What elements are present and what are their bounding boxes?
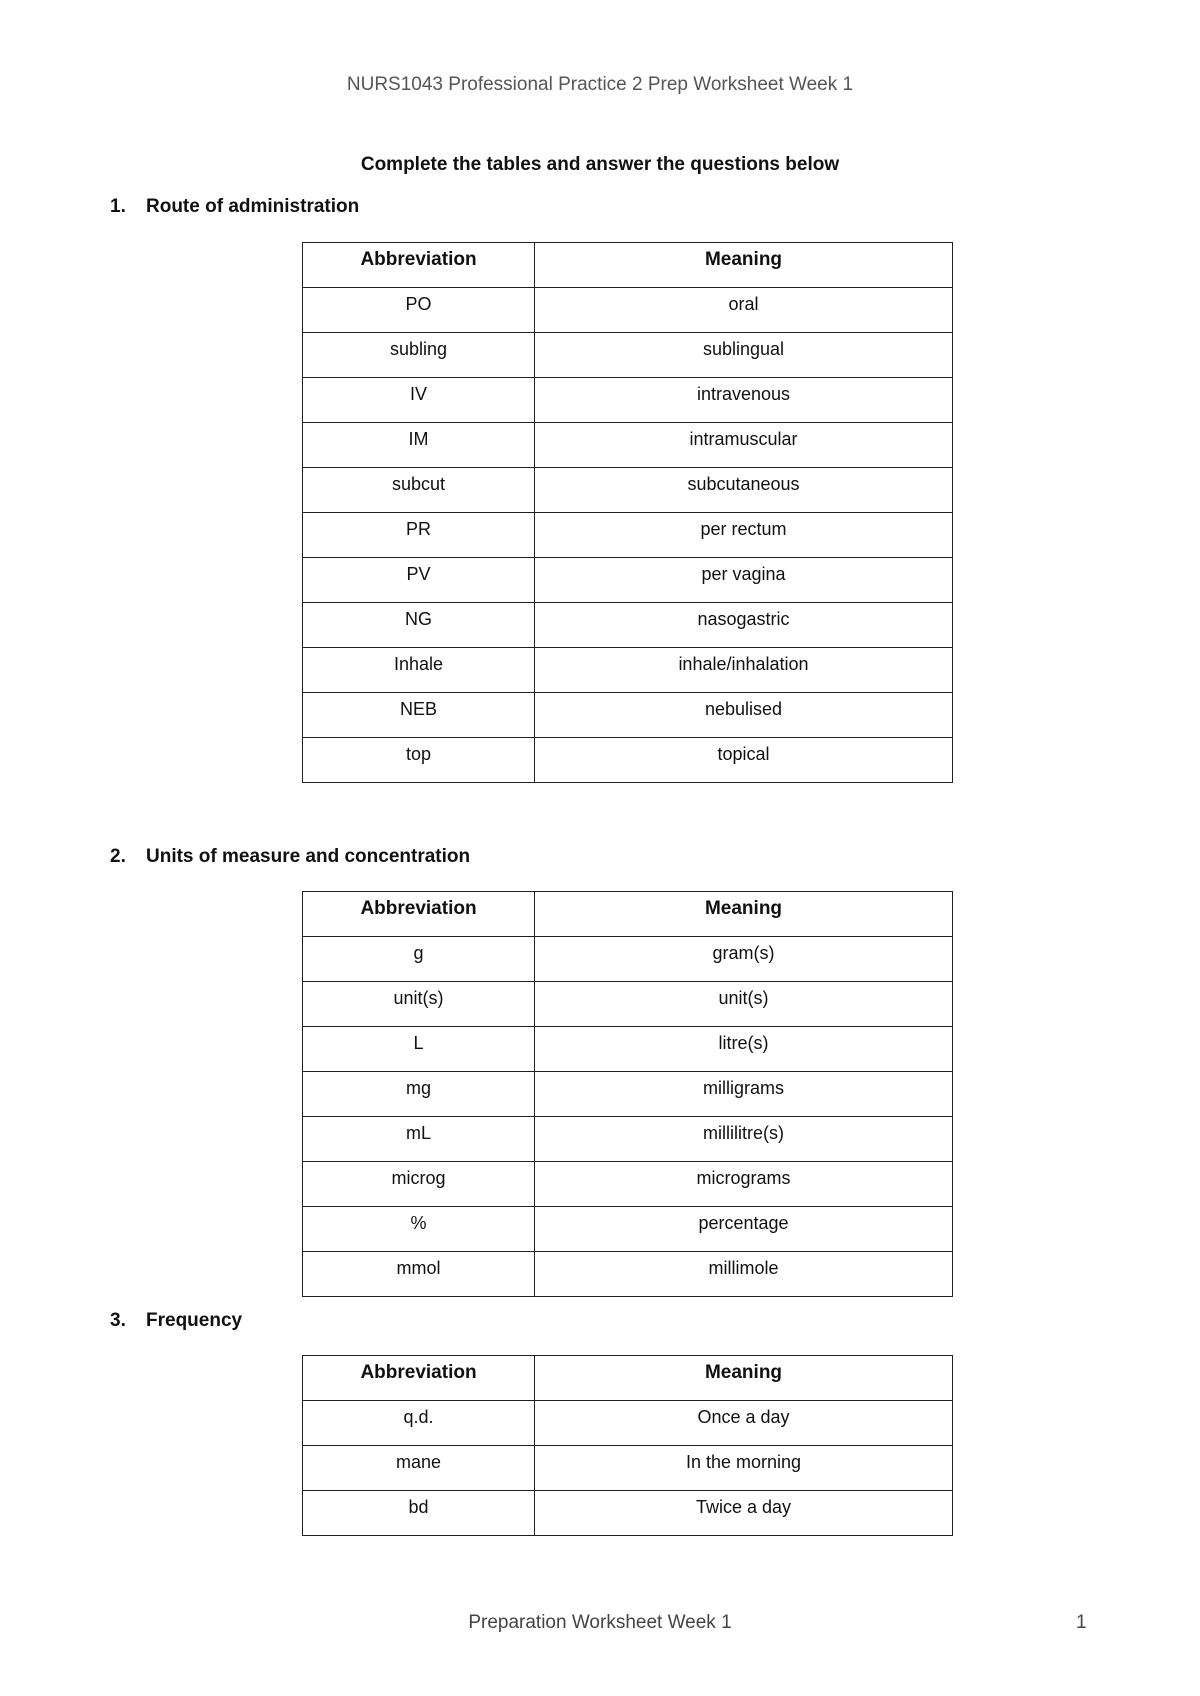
- table-row: [303, 693, 953, 738]
- section-title: Route of administration: [146, 196, 360, 217]
- meaning-cell: sublingual: [535, 333, 953, 378]
- table-row: [303, 1252, 953, 1297]
- column-header-abbreviation: Abbreviation: [303, 892, 535, 937]
- meaning-cell: intramuscular: [535, 423, 953, 468]
- meaning-cell: percentage: [535, 1207, 953, 1252]
- page-header: NURS1043 Professional Practice 2 Prep Worksheet Week 1: [346, 74, 854, 95]
- meaning-cell: Once a day: [535, 1401, 953, 1446]
- abbreviation-cell: subling: [303, 333, 535, 378]
- meaning-cell: In the morning: [535, 1446, 953, 1491]
- abbreviation-cell: subcut: [303, 468, 535, 513]
- table-row: [303, 513, 953, 558]
- abbreviation-cell: mmol: [303, 1252, 535, 1297]
- abbreviation-cell: mane: [303, 1446, 535, 1491]
- abbreviation-cell: mg: [303, 1072, 535, 1117]
- column-header-abbreviation: Abbreviation: [303, 243, 535, 288]
- table-row: [303, 1207, 953, 1252]
- table-row: [303, 468, 953, 513]
- meaning-cell: gram(s): [535, 937, 953, 982]
- abbreviation-cell: NEB: [303, 693, 535, 738]
- column-header-meaning: Meaning: [535, 243, 953, 288]
- table-row: [303, 982, 953, 1027]
- meaning-cell: micrograms: [535, 1162, 953, 1207]
- units-table: [302, 891, 953, 1297]
- table-row: [303, 333, 953, 378]
- abbreviation-cell: PR: [303, 513, 535, 558]
- meaning-cell: nasogastric: [535, 603, 953, 648]
- abbreviation-cell: q.d.: [303, 1401, 535, 1446]
- column-header-meaning: Meaning: [535, 1356, 953, 1401]
- meaning-cell: subcutaneous: [535, 468, 953, 513]
- abbreviation-cell: L: [303, 1027, 535, 1072]
- table-row: [303, 1072, 953, 1117]
- section-heading-units: [110, 846, 470, 868]
- abbreviation-cell: %: [303, 1207, 535, 1252]
- instruction-text: Complete the tables and answer the questions below: [360, 154, 840, 175]
- meaning-cell: unit(s): [535, 982, 953, 1027]
- abbreviation-cell: PV: [303, 558, 535, 603]
- table-row: [303, 603, 953, 648]
- table-row: [303, 1162, 953, 1207]
- abbreviation-cell: bd: [303, 1491, 535, 1536]
- table-row: [303, 738, 953, 783]
- footer-title: Preparation Worksheet Week 1: [468, 1612, 732, 1633]
- table-row: [303, 648, 953, 693]
- abbreviation-cell: Inhale: [303, 648, 535, 693]
- table-row: [303, 1491, 953, 1536]
- abbreviation-cell: unit(s): [303, 982, 535, 1027]
- meaning-cell: millimole: [535, 1252, 953, 1297]
- table-row: [303, 1117, 953, 1162]
- meaning-cell: intravenous: [535, 378, 953, 423]
- abbreviation-cell: top: [303, 738, 535, 783]
- table-row: [303, 1027, 953, 1072]
- table-row: [303, 937, 953, 982]
- table-header-row: [303, 243, 953, 288]
- meaning-cell: oral: [535, 288, 953, 333]
- column-header-abbreviation: Abbreviation: [303, 1356, 535, 1401]
- meaning-cell: per rectum: [535, 513, 953, 558]
- meaning-cell: inhale/inhalation: [535, 648, 953, 693]
- abbreviation-cell: microg: [303, 1162, 535, 1207]
- section-heading-frequency: [110, 1310, 242, 1332]
- table-row: [303, 1401, 953, 1446]
- meaning-cell: millilitre(s): [535, 1117, 953, 1162]
- table-header-row: [303, 1356, 953, 1401]
- abbreviation-cell: PO: [303, 288, 535, 333]
- section-number: 2.: [110, 846, 126, 867]
- meaning-cell: litre(s): [535, 1027, 953, 1072]
- section-number: 1.: [110, 196, 126, 217]
- frequency-table: [302, 1355, 953, 1536]
- meaning-cell: milligrams: [535, 1072, 953, 1117]
- section-title: Units of measure and concentration: [146, 846, 471, 867]
- meaning-cell: topical: [535, 738, 953, 783]
- meaning-cell: Twice a day: [535, 1491, 953, 1536]
- table-row: [303, 423, 953, 468]
- section-title: Frequency: [146, 1310, 243, 1331]
- table-row: [303, 378, 953, 423]
- section-number: 3.: [110, 1310, 126, 1331]
- page-number: 1: [1076, 1612, 1087, 1633]
- meaning-cell: nebulised: [535, 693, 953, 738]
- table-row: [303, 558, 953, 603]
- abbreviation-cell: mL: [303, 1117, 535, 1162]
- abbreviation-cell: IM: [303, 423, 535, 468]
- section-heading-route: [110, 196, 359, 218]
- abbreviation-cell: IV: [303, 378, 535, 423]
- meaning-cell: per vagina: [535, 558, 953, 603]
- table-row: [303, 1446, 953, 1491]
- column-header-meaning: Meaning: [535, 892, 953, 937]
- table-row: [303, 288, 953, 333]
- table-header-row: [303, 892, 953, 937]
- abbreviation-cell: g: [303, 937, 535, 982]
- route-table: [302, 242, 953, 783]
- abbreviation-cell: NG: [303, 603, 535, 648]
